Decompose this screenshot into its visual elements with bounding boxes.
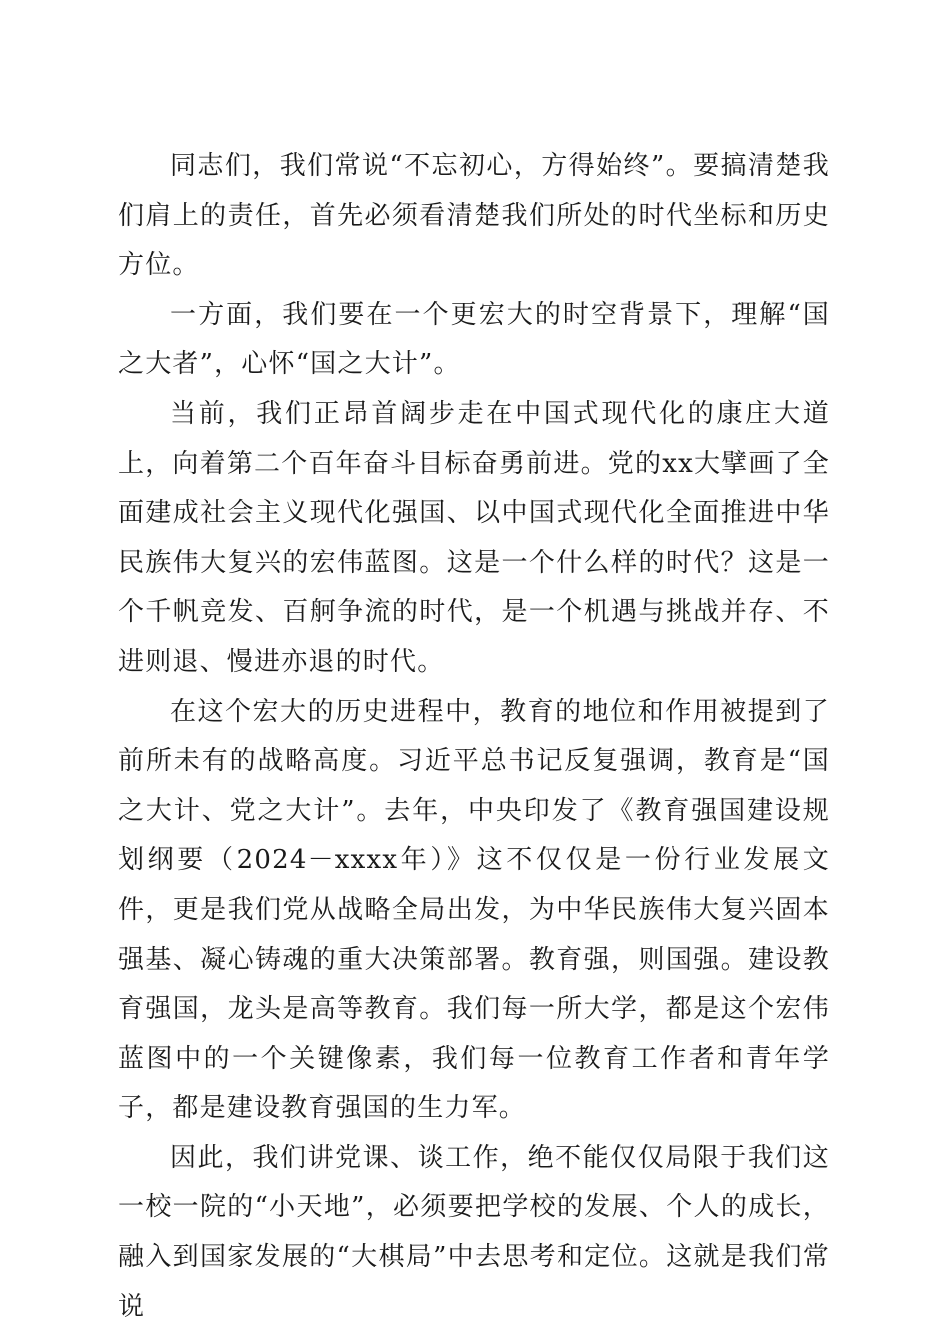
paragraph-education-strategy: 在这个宏大的历史进程中，教育的地位和作用被提到了前所未有的战略高度。习近平总书记反复强调，教育是“国之大计、党之大计”。去年，中央印发了《教育强国建设规划纲要（2024－xxxx年）》这不仅仅是一份行业发展文件，更是我们党从战略全局出发，为中华民族伟大复兴固本强基、凝心铸魂的重大决策部署。教育强，则国强。建设教育强国，龙头是高等教育。我们每一所大学，都是这个宏伟蓝图中的一个关键像素，我们每一位教育工作者和青年学子，都是建设教育强国的生力军。	[118, 696, 830, 1124]
document-body	[118, 142, 830, 1332]
paragraph-original-aspiration: 同志们，我们常说“不忘初心，方得始终”。要搞清楚我们肩上的责任，首先必须看清楚我们所处的时代坐标和历史方位。	[118, 151, 830, 281]
paragraph-national-priorities: 一方面，我们要在一个更宏大的时空背景下，理解“国之大者”，心怀“国之大计”。	[118, 299, 830, 380]
paragraph-modernization-era: 当前，我们正昂首阔步走在中国式现代化的康庄大道上，向着第二个百年奋斗目标奋勇前进。党的xx大擘画了全面建成社会主义现代化强国、以中国式现代化全面推进中华民族伟大复兴的宏伟蓝图。这是一个什么样的时代？这是一个千帆竞发、百舸争流的时代，是一个机遇与挑战并存、不进则退、慢进亦退的时代。	[118, 398, 830, 677]
paragraph-big-picture: 因此，我们讲党课、谈工作，绝不能仅仅局限于我们这一校一院的“小天地”，必须要把学校的发展、个人的成长，融入到国家发展的“大棋局”中去思考和定位。这就是我们常说	[118, 1142, 830, 1322]
